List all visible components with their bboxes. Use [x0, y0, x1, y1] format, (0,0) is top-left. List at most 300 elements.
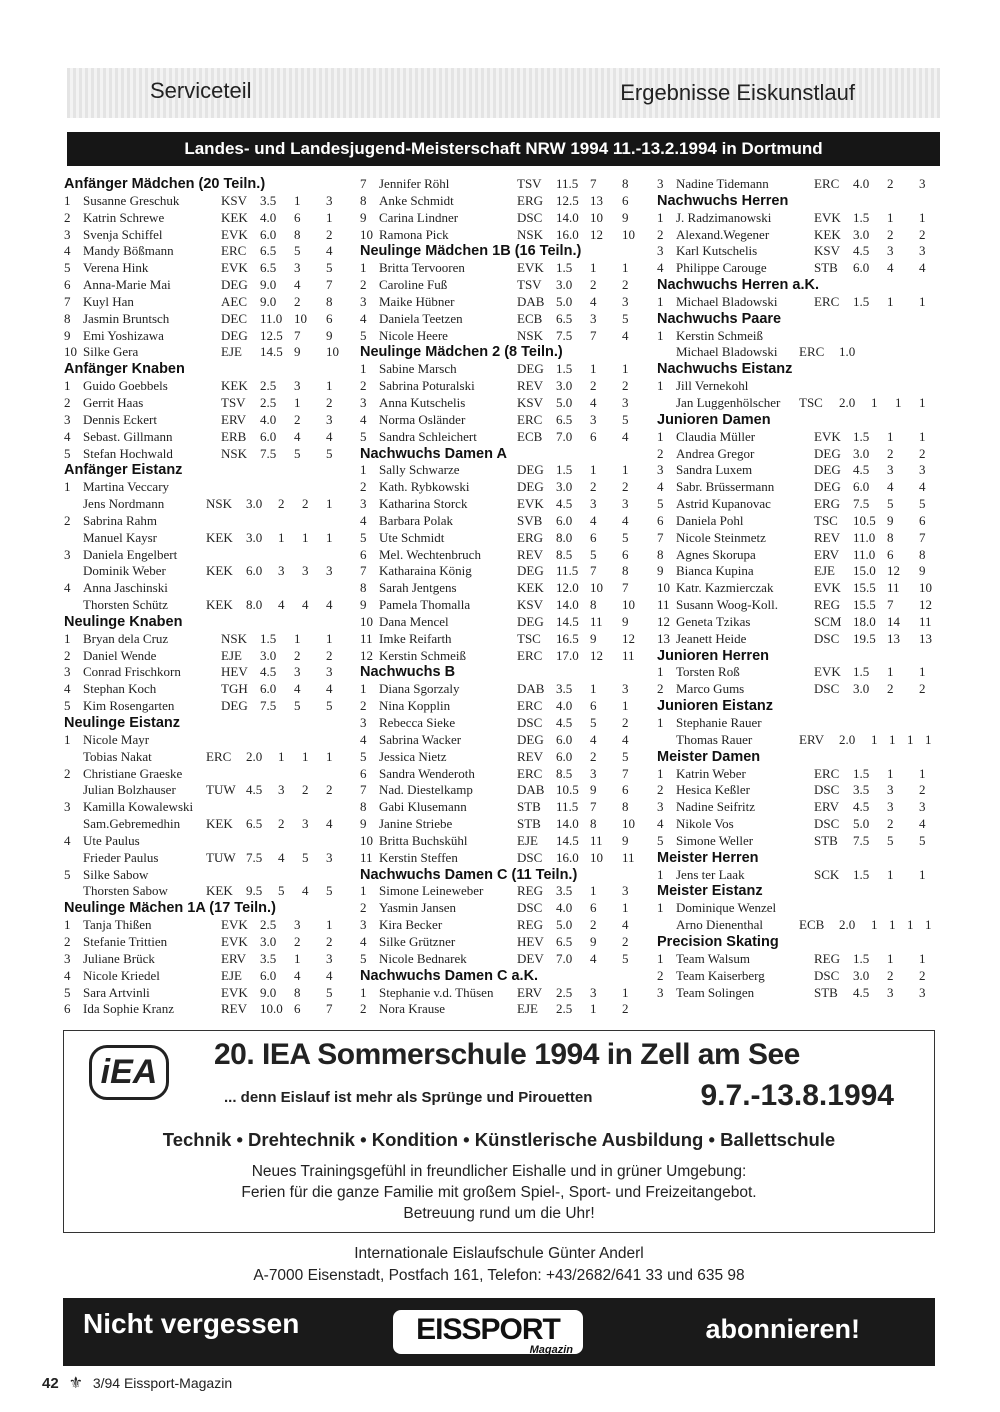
club: DSC: [517, 209, 543, 225]
points: 4.0: [260, 411, 277, 427]
points: 3.0: [853, 681, 870, 697]
placement: 1: [919, 765, 926, 781]
placement: 3: [326, 664, 333, 680]
placement: 4: [326, 428, 333, 444]
page-number: 42: [42, 1375, 59, 1392]
placement: 1: [278, 748, 285, 764]
rank: 3: [657, 176, 664, 191]
skater-name: Jeanett Heide: [676, 630, 747, 646]
result-row-partner: [657, 395, 947, 412]
placement: 3: [590, 411, 597, 427]
placement: 1: [622, 462, 629, 478]
club: DEG: [814, 462, 841, 478]
skater-name: Bryan dela Cruz: [83, 630, 169, 646]
points: 11.0: [853, 546, 876, 562]
skater-name: Mandy Bößmann: [83, 243, 174, 259]
club: REV: [221, 1001, 247, 1017]
skater-name: Diana Sgorzaly: [379, 681, 460, 697]
ad-headline: 20. IEA Sommerschule 1994 in Zell am See: [214, 1038, 800, 1071]
skater-name: Philippe Carouge: [676, 260, 767, 276]
rank: 3: [657, 799, 664, 815]
skater-name: Kerstin Schmeiß: [379, 647, 467, 663]
skater-name: Katharina Storck: [379, 496, 468, 512]
skater-name: Daniela Engelbert: [83, 546, 178, 562]
skater-name: Andrea Gregor: [676, 445, 755, 461]
rank: 5: [64, 260, 71, 276]
placement: 5: [590, 546, 597, 562]
placement: 14: [887, 613, 900, 629]
points: 4.0: [853, 176, 870, 191]
skater-name: Jasmin Bruntsch: [83, 310, 170, 326]
placement: 12: [887, 563, 900, 579]
club: TSC: [799, 394, 823, 410]
skater-name: Ramona Pick: [379, 226, 449, 242]
club: KEK: [206, 529, 233, 545]
logo-subtext: Magazin: [529, 1344, 573, 1356]
placement: 3: [887, 243, 894, 259]
club: DSC: [517, 849, 543, 865]
placement: 8: [622, 176, 629, 191]
points: 5.0: [556, 917, 573, 933]
rank: 5: [64, 984, 71, 1000]
skater-name: Nora Krause: [379, 1001, 446, 1017]
placement: 2: [590, 748, 597, 764]
result-row: [360, 732, 650, 749]
placement: 1: [925, 917, 932, 933]
placement: 1: [907, 731, 914, 747]
placement: 5: [887, 832, 894, 848]
placement: 2: [590, 378, 597, 394]
skater-name: Nadine Tidemann: [676, 176, 769, 191]
placement: 4: [294, 428, 301, 444]
result-row: [64, 193, 354, 210]
placement: 2: [326, 933, 333, 949]
result-row: [64, 664, 354, 681]
club: ERG: [517, 529, 543, 545]
placement: 6: [590, 428, 597, 444]
placement: 3: [919, 176, 926, 191]
points: 7.5: [853, 832, 870, 848]
result-row: [64, 227, 354, 244]
club: STB: [814, 984, 838, 1000]
club: SVB: [517, 512, 543, 528]
placement: 9: [294, 344, 301, 360]
skater-name: Torsten Roß: [676, 664, 740, 680]
points: 3.0: [260, 933, 277, 949]
skater-name: Pamela Thomalla: [379, 597, 471, 613]
placement: 6: [622, 782, 629, 798]
skater-name: Norma Osländer: [379, 411, 466, 427]
subscribe-banner: [63, 1298, 935, 1366]
skater-name: Britta Buchskühl: [379, 832, 468, 848]
points: 7.0: [556, 950, 573, 966]
skater-name: Nicole Bednarek: [379, 950, 467, 966]
placement: 1: [889, 731, 896, 747]
rank: 1: [657, 664, 664, 680]
placement: 5: [622, 411, 629, 427]
points: 3.5: [853, 782, 870, 798]
result-row: [64, 479, 354, 496]
category-heading: Anfänger Eistanz: [64, 462, 183, 479]
result-row: [360, 429, 650, 446]
points: 3.0: [556, 479, 573, 495]
partner-name: Sam.Gebremedhin: [83, 816, 181, 832]
placement: 3: [590, 496, 597, 512]
skater-name: Sebast. Gillmann: [83, 428, 173, 444]
club: ERC: [517, 698, 543, 714]
category-heading: Neulinge Mädchen 2 (8 Teiln.): [360, 344, 563, 361]
rank: 2: [64, 647, 71, 663]
points: 14.0: [556, 209, 579, 225]
placement: 4: [302, 883, 309, 899]
placement: 10: [590, 849, 603, 865]
club: KEK: [517, 580, 544, 596]
rank: 2: [360, 900, 367, 916]
placement: 2: [294, 933, 301, 949]
club: NSK: [517, 226, 544, 242]
skater-name: Anna Jaschinski: [83, 580, 168, 596]
skater-name: Kira Becker: [379, 917, 443, 933]
skater-name: Nad. Diestelkamp: [379, 782, 473, 798]
club: KEK: [814, 226, 841, 242]
placement: 8: [294, 984, 301, 1000]
club: ERV: [221, 950, 246, 966]
skater-name: Stefan Hochwald: [83, 445, 173, 461]
points: 12.5: [260, 327, 283, 343]
result-row: [360, 378, 650, 395]
skater-name: Maike Hübner: [379, 293, 455, 309]
points: 11.0: [260, 310, 283, 326]
rank: 2: [64, 394, 71, 410]
points: 10.5: [556, 782, 579, 798]
category-heading: Junioren Damen: [657, 411, 771, 428]
points: 2.5: [556, 1001, 573, 1017]
placement: 5: [326, 698, 333, 714]
points: 1.5: [853, 293, 870, 309]
placement: 5: [326, 984, 333, 1000]
result-row: [657, 782, 947, 799]
points: 10.0: [260, 1001, 283, 1017]
rank: 9: [360, 209, 367, 225]
placement: 6: [919, 512, 926, 528]
club: TGH: [221, 681, 248, 697]
placement: 5: [326, 883, 333, 899]
result-row: [64, 867, 354, 884]
placement: 11: [622, 849, 635, 865]
club: EJE: [814, 563, 835, 579]
result-row: [657, 985, 947, 1002]
points: 5.0: [853, 816, 870, 832]
placement: 4: [622, 428, 629, 444]
rank: 2: [360, 277, 367, 293]
rank: 6: [360, 765, 367, 781]
category-heading: Meister Damen: [657, 748, 761, 765]
eissport-logo: [393, 1310, 583, 1354]
result-row: [657, 664, 947, 681]
points: 4.0: [556, 900, 573, 916]
placement: 1: [278, 529, 285, 545]
club: KSV: [517, 394, 544, 410]
skater-name: Sabrina Wacker: [379, 731, 462, 747]
rank: 1: [657, 378, 664, 394]
event-title: Landes- und Landesjugend-Meisterschaft NRW 1994 11.-13.2.1994 in Dortmund: [67, 132, 940, 166]
result-row: [64, 277, 354, 294]
placement: 3: [622, 394, 629, 410]
section-label: Serviceteil: [150, 78, 252, 103]
ad-topics: Technik • Drehtechnik • Kondition • Künstlerische Ausbildung • Ballettschule: [162, 1129, 836, 1150]
category-heading: Neulinge Mächen 1A (17 Teiln.): [64, 900, 276, 917]
placement: 5: [278, 883, 285, 899]
result-row: [360, 900, 650, 917]
placement: 1: [907, 917, 914, 933]
points: 16.5: [556, 630, 579, 646]
rank: 4: [360, 512, 367, 528]
rank: 5: [360, 748, 367, 764]
result-row: [64, 412, 354, 429]
placement: 2: [294, 647, 301, 663]
result-row-partner: [64, 563, 354, 580]
rank: 8: [360, 580, 367, 596]
points: 16.0: [556, 226, 579, 242]
club: EVK: [221, 984, 248, 1000]
club: KSV: [814, 243, 841, 259]
points: 1.5: [556, 462, 573, 478]
skater-name: Marco Gums: [676, 681, 745, 697]
skater-name: Sabrina Poturalski: [379, 378, 475, 394]
points: 3.0: [556, 277, 573, 293]
skater-name: Daniela Teetzen: [379, 310, 463, 326]
skater-name: Anke Schmidt: [379, 192, 454, 208]
placement: 7: [887, 597, 894, 613]
placement: 2: [919, 782, 926, 798]
skater-name: Team Walsum: [676, 950, 750, 966]
rank: 3: [360, 394, 367, 410]
rank: 2: [657, 681, 664, 697]
skater-name: Martina Veccary: [83, 479, 170, 495]
placement: 9: [590, 630, 597, 646]
rank: 4: [360, 310, 367, 326]
skater-name: Ute Paulus: [83, 832, 140, 848]
result-row: [64, 243, 354, 260]
result-row-partner: [64, 749, 354, 766]
placement: 4: [590, 512, 597, 528]
placement: 1: [326, 529, 333, 545]
rank: 4: [64, 681, 71, 697]
placement: 4: [887, 260, 894, 276]
rank: 7: [360, 176, 367, 191]
placement: 1: [887, 950, 894, 966]
result-row: [657, 210, 947, 227]
skater-name: Silke Sabow: [83, 866, 149, 882]
result-row: [657, 496, 947, 513]
placement: 10: [590, 209, 603, 225]
skater-name: Sandra Luxem: [676, 462, 753, 478]
placement: 4: [326, 816, 333, 832]
placement: 2: [590, 917, 597, 933]
rank: 9: [360, 597, 367, 613]
rank: 5: [360, 428, 367, 444]
club: NSK: [221, 445, 248, 461]
ad-contact-address: A-7000 Eisenstadt, Postfach 161, Telefon: +43/2682/641 33 und 635 98: [253, 1267, 745, 1284]
club: TSV: [221, 394, 246, 410]
result-row-partner: [64, 883, 354, 900]
skater-name: Nina Kopplin: [379, 698, 451, 714]
rank: 4: [64, 580, 71, 596]
result-row: [64, 934, 354, 951]
points: 9.0: [260, 984, 277, 1000]
result-row: [360, 563, 650, 580]
section-header: [67, 68, 940, 118]
rank: 1: [657, 950, 664, 966]
placement: 7: [294, 327, 301, 343]
placement: 1: [326, 496, 333, 512]
skater-name: Sandra Wenderoth: [379, 765, 475, 781]
category-heading: Junioren Herren: [657, 647, 769, 664]
placement: 1: [871, 731, 878, 747]
placement: 6: [887, 546, 894, 562]
club: ERC: [814, 293, 840, 309]
rank: 2: [360, 479, 367, 495]
points: 6.5: [260, 260, 277, 276]
category-heading: Neulinge Eistanz: [64, 715, 181, 731]
club: DSC: [814, 681, 840, 697]
result-row: [360, 294, 650, 311]
skater-name: Stefanie Trittien: [83, 933, 168, 949]
placement: 8: [590, 816, 597, 832]
points: 1.5: [556, 361, 573, 377]
points: 15.5: [853, 580, 876, 596]
club: KEK: [206, 597, 233, 613]
club: EVK: [814, 428, 841, 444]
club: DEG: [814, 479, 841, 495]
skater-name: Nicole Mayr: [83, 731, 150, 747]
club: KEK: [221, 378, 248, 394]
skater-name: Astrid Kupanovac: [676, 496, 771, 512]
skater-name: Nikole Vos: [676, 816, 734, 832]
skater-name: Anna-Marie Mai: [83, 277, 171, 293]
banner-right-text: abonnieren!: [705, 1314, 860, 1344]
result-row-partner: [64, 850, 354, 867]
result-row: [657, 227, 947, 244]
placement: 5: [294, 243, 301, 259]
points: 2.0: [246, 748, 263, 764]
skater-name: Ute Schmidt: [379, 529, 445, 545]
points: 16.0: [556, 849, 579, 865]
skater-name: Daniela Pohl: [676, 512, 744, 528]
partner-name: Julian Bolzhauser: [83, 782, 176, 798]
category-heading: Nachwuchs Herren: [657, 192, 789, 209]
placement: 2: [302, 496, 309, 512]
placement: 6: [590, 529, 597, 545]
club: ERC: [517, 765, 543, 781]
placement: 2: [294, 411, 301, 427]
placement: 1: [887, 765, 894, 781]
placement: 4: [302, 597, 309, 613]
club: DAB: [517, 782, 545, 798]
result-row: [360, 766, 650, 783]
placement: 2: [887, 226, 894, 242]
category-heading: Meister Herren: [657, 849, 759, 866]
result-row: [360, 883, 650, 900]
club: DAB: [517, 293, 545, 309]
club: REV: [517, 378, 543, 394]
result-row: [657, 446, 947, 463]
placement: 1: [887, 293, 894, 309]
issue-label: 3/94 Eissport-Magazin: [92, 1375, 233, 1391]
points: 1.5: [853, 866, 870, 882]
skater-name: Team Kaiserberg: [676, 967, 765, 983]
result-row: [64, 378, 354, 395]
category-heading: Anfänger Knaben: [64, 361, 185, 378]
skater-name: Kath. Rybkowski: [379, 479, 470, 495]
points: 6.0: [260, 967, 277, 983]
result-row-partner: [64, 530, 354, 547]
club: ECB: [799, 917, 825, 933]
placement: 4: [590, 950, 597, 966]
skater-name: Jens ter Laak: [676, 866, 745, 882]
rank: 7: [360, 782, 367, 798]
skater-name: Caroline Fuß: [379, 277, 448, 293]
rank: 2: [657, 967, 664, 983]
rank: 1: [657, 900, 664, 916]
placement: 8: [622, 799, 629, 815]
result-row: [657, 513, 947, 530]
category-heading: Junioren Eistanz: [657, 698, 774, 715]
skater-name: Katharaina König: [379, 563, 472, 579]
points: 6.0: [260, 681, 277, 697]
rank: 9: [657, 563, 664, 579]
placement: 10: [919, 580, 932, 596]
result-row: [360, 934, 650, 951]
rank: 6: [360, 546, 367, 562]
result-row: [657, 479, 947, 496]
result-row: [657, 968, 947, 985]
result-row: [360, 782, 650, 799]
club: TUW: [206, 849, 236, 865]
placement: 13: [887, 630, 900, 646]
placement: 2: [887, 445, 894, 461]
placement: 2: [294, 293, 301, 309]
rank: 4: [657, 479, 664, 495]
placement: 3: [590, 310, 597, 326]
club: HEV: [221, 664, 248, 680]
result-row: [360, 176, 650, 193]
result-row: [64, 294, 354, 311]
placement: 1: [590, 260, 597, 276]
rank: 11: [360, 849, 373, 865]
result-row: [64, 766, 354, 783]
rank: 3: [360, 715, 367, 730]
placement: 3: [294, 260, 301, 276]
placement: 1: [871, 917, 878, 933]
placement: 2: [887, 816, 894, 832]
placement: 1: [590, 361, 597, 377]
points: 4.5: [246, 782, 263, 798]
placement: 7: [622, 765, 629, 781]
result-row: [64, 951, 354, 968]
placement: 1: [887, 209, 894, 225]
skater-name: Katrin Schrewe: [83, 209, 165, 225]
points: 2.0: [839, 394, 856, 410]
points: 9.0: [260, 293, 277, 309]
result-row: [360, 833, 650, 850]
result-row: [360, 749, 650, 766]
result-row: [360, 547, 650, 564]
rank: 4: [360, 933, 367, 949]
category-heading: Neulinge Knaben: [64, 613, 183, 630]
club: EVK: [221, 226, 248, 242]
points: 11.5: [556, 799, 579, 815]
